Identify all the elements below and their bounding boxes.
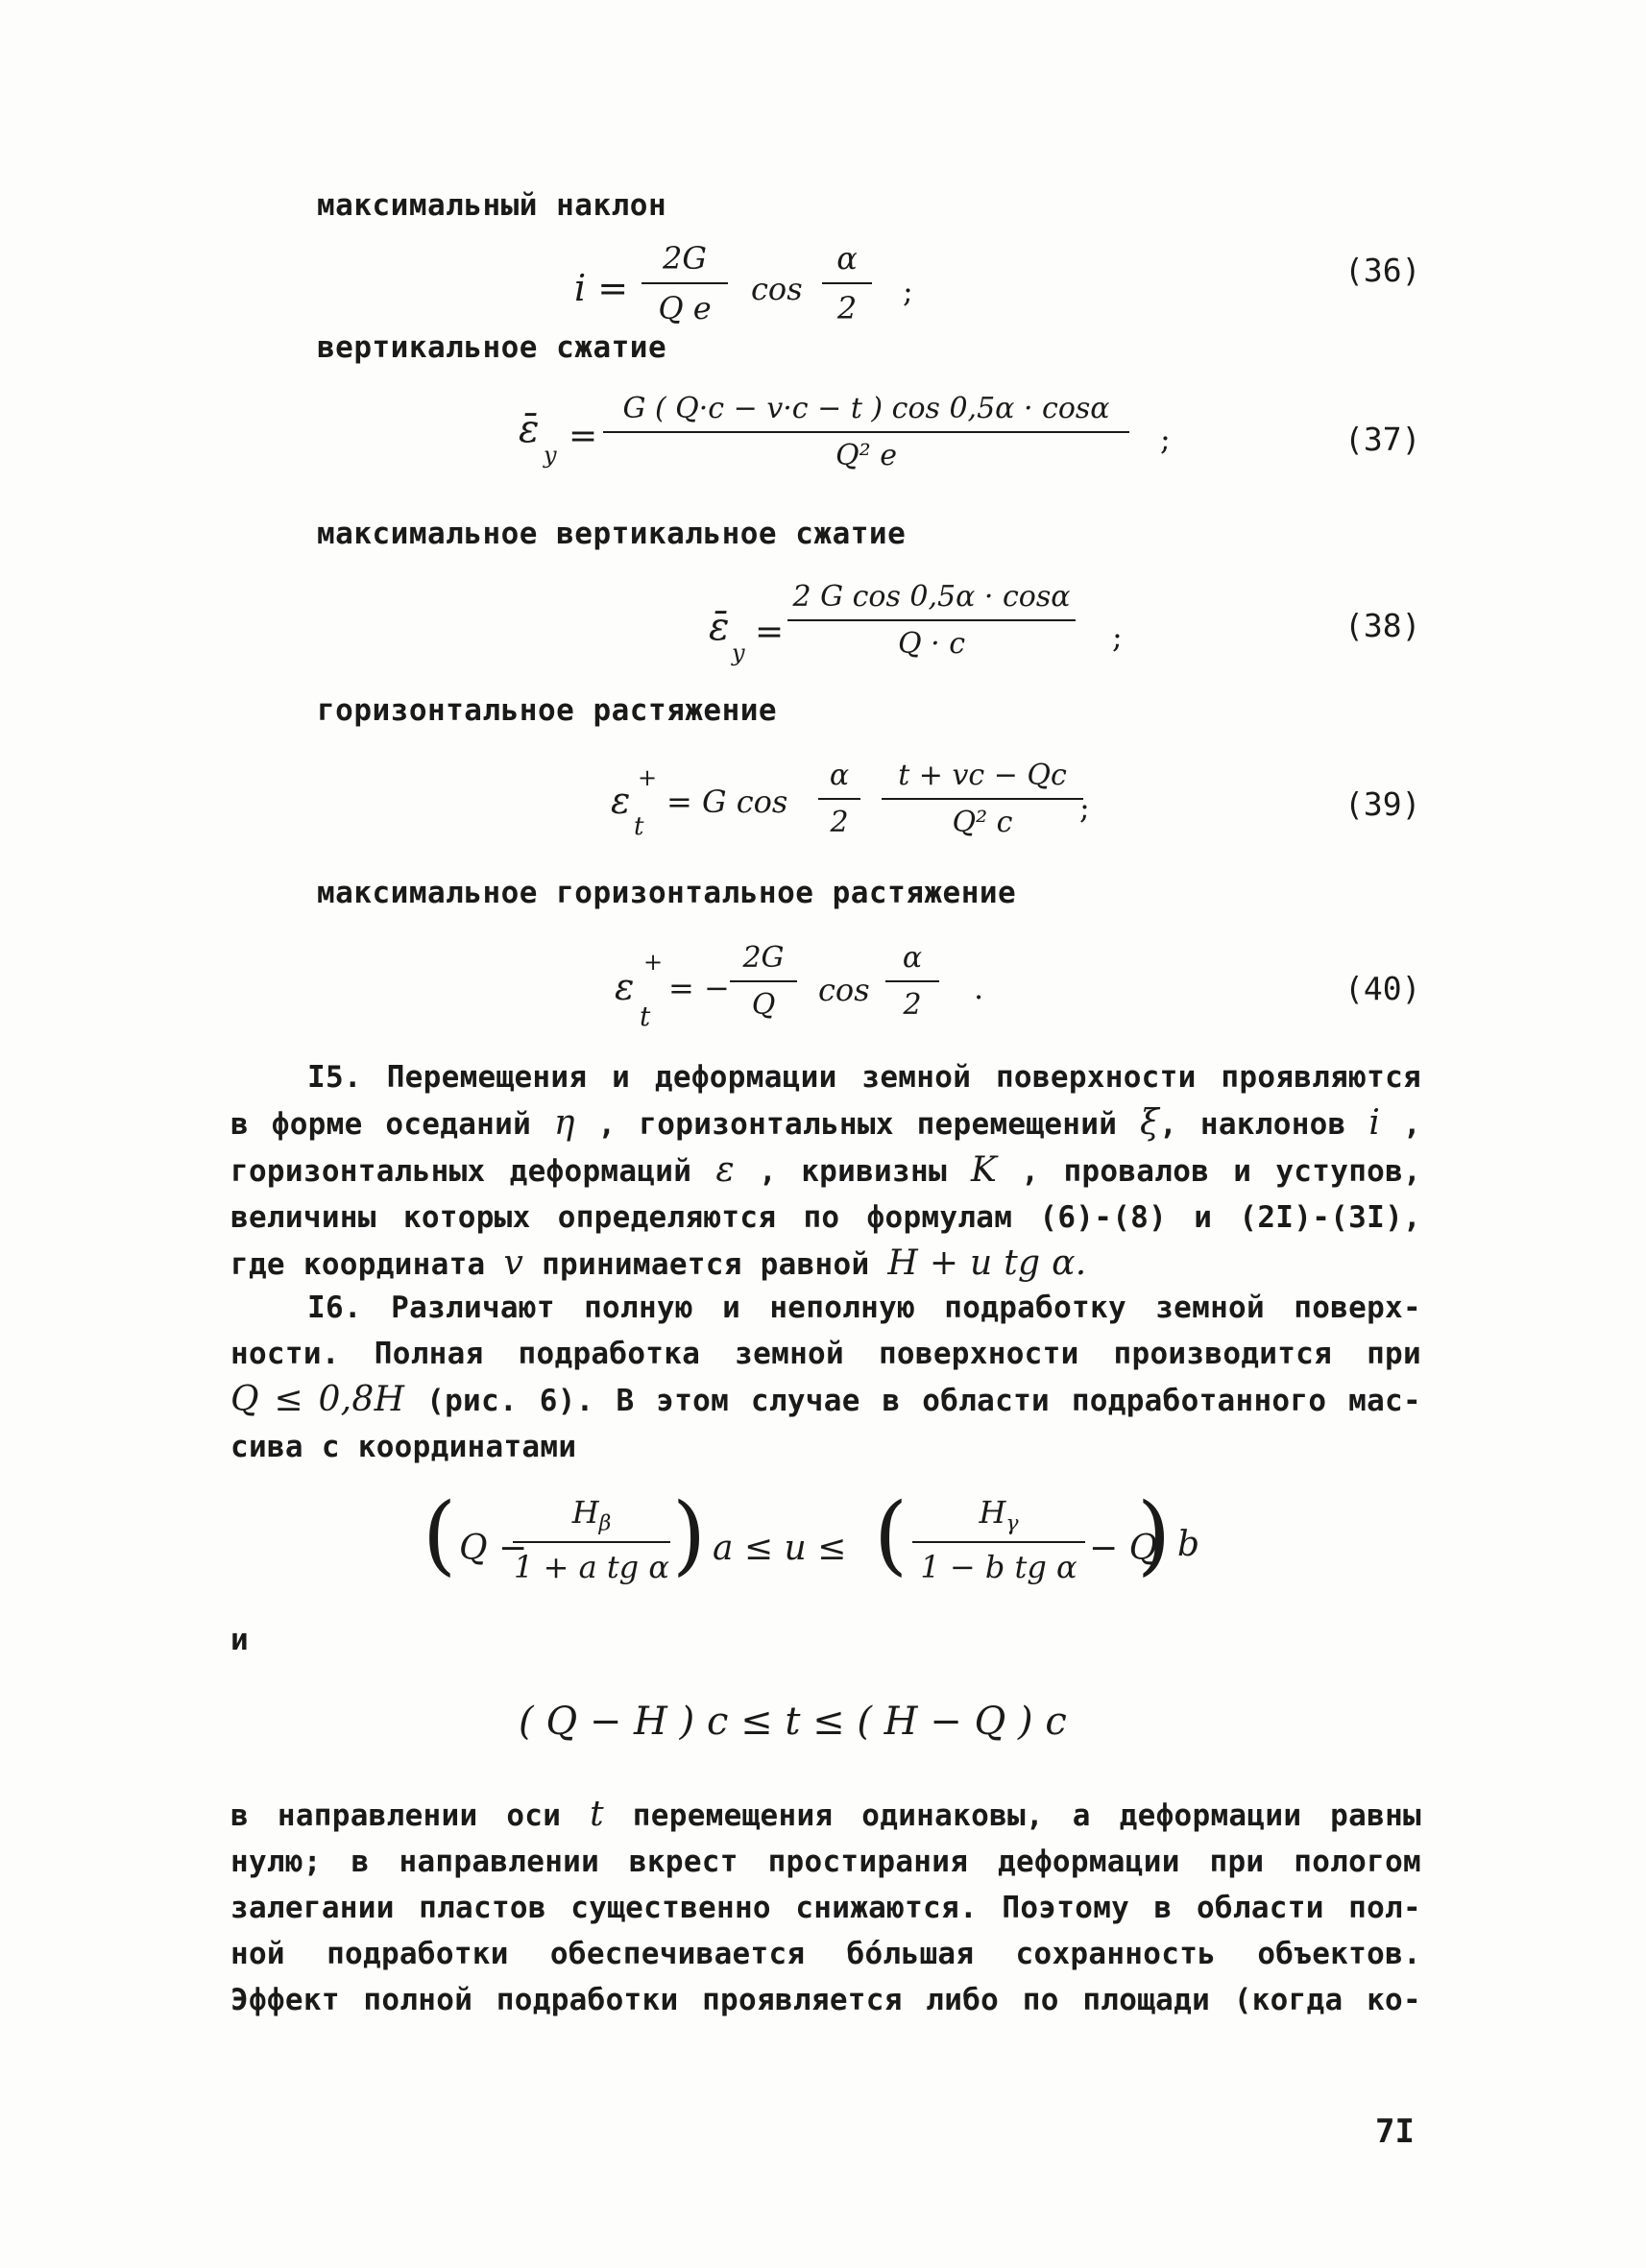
eq38-punct: ;: [1112, 618, 1123, 655]
para-after-line2: нулю; в направлении вкрест простирания деформации при пологом: [230, 1845, 1421, 1879]
paragraph-15: [230, 1054, 1421, 1288]
ineq1-right-factor: b: [1177, 1525, 1200, 1564]
ineq2-text: ( Q − H ) c ≤ t ≤ ( H − Q ) c: [519, 1700, 1067, 1744]
eq39-punct: ;: [1079, 789, 1090, 826]
para-after-line4: ной подработки обеспечивается бóльшая сохранность объектов.: [230, 1937, 1421, 1971]
equation-number-38: (38): [1344, 607, 1421, 644]
eq40-lhs-sub: t: [640, 1001, 651, 1032]
para15-line1: I5. Перемещения и деформации земной поверхности проявляются: [307, 1060, 1421, 1095]
eq37-lhs: ε̄: [519, 407, 540, 451]
eq38-eq: =: [755, 613, 785, 652]
para16-line4: сива с координатами: [230, 1430, 577, 1464]
paragraph-16: [230, 1285, 1421, 1470]
eq39-frac2: t + vc − Qc Q² c: [882, 759, 1083, 839]
page-number: 7I: [1375, 2112, 1415, 2151]
ineq1-left-frac: $H_\beta$ 1 + a tg α: [514, 1494, 669, 1586]
label-horizontal-tension: горизонтальное растяжение: [317, 693, 778, 728]
para-after-line3: залегании пластов существенно снижаются. Поэтому в области пол-: [230, 1891, 1421, 1925]
paragraph-after-inequalities: [230, 1792, 1421, 2023]
para16-line3: Q ≤ 0,8H (рис. 6). В этом случае в области подработанного мас-: [230, 1380, 1421, 1419]
ineq1-right-frac: $H_\gamma$ 1 − b tg α: [912, 1494, 1085, 1585]
equation-number-36: (36): [1344, 252, 1421, 289]
eq37-frac: G ( Q·c − v·c − t ) cos 0,5α · cosα Q² e: [603, 392, 1129, 472]
eq40-rhs-start: = −: [668, 970, 730, 1006]
eq37-lhs-sub: y: [544, 442, 557, 469]
eq37-eq: =: [569, 417, 598, 456]
eq38-lhs: ε̄: [709, 605, 730, 649]
eq36-punct: ;: [903, 273, 913, 309]
eq38-frac: 2 G cos 0,5α · cosα Q · c: [787, 580, 1076, 661]
eq40-frac1: 2G Q: [730, 941, 797, 1022]
para15-line4: величины которых определяются по формулам (6)-(8) и (2I)-(3I),: [230, 1200, 1421, 1235]
eq36-frac2: α 2: [822, 240, 872, 326]
para-after-line5: Эффект полной подработки проявляется либо по площади (когда ко-: [230, 1983, 1421, 2017]
eq36-cos: cos: [751, 271, 803, 307]
eq39-rhs-start: = G cos: [666, 784, 788, 820]
label-max-horizontal-tension: максимальное горизонтальное растяжение: [317, 876, 1017, 910]
eq39-frac1: α 2: [818, 759, 860, 839]
para16-line2: ности. Полная подработка земной поверхности производится при: [230, 1337, 1421, 1371]
ineq1-right-q: − Q: [1089, 1529, 1158, 1568]
equation-number-40: (40): [1344, 970, 1421, 1007]
label-and: и: [230, 1623, 250, 1657]
eq37-punct: ;: [1160, 421, 1171, 457]
eq39-lhs-sup: +: [638, 764, 658, 791]
ineq1-middle: a ≤ u ≤: [713, 1529, 847, 1568]
eq36-frac1: 2G Q e: [641, 240, 728, 326]
eq36-lhs: i =: [574, 267, 629, 309]
eq40-cos: cos: [818, 972, 870, 1008]
eq38-lhs-sub: y: [732, 639, 745, 666]
eq40-lhs: ε: [615, 966, 635, 1008]
label-vertical-compression: вертикальное сжатие: [317, 330, 667, 365]
eq40-lhs-sup: +: [643, 949, 664, 976]
para-after-line1: в направлении оси t перемещения одинаковы, а деформации равны: [230, 1795, 1421, 1834]
para15-line3: горизонтальных деформаций ε , кривизны K , провалов и уступов,: [230, 1150, 1422, 1190]
para15-line5: где координата v принимается равной H + u tg α.: [230, 1243, 1087, 1283]
document-page: максимальный наклон i = 2G Q e cos α 2 ; (36) вертикальное сжатие ε̄ y = G ( Q·c − v·c − t ) cos 0,5α · cosα Q² e ; (37) максимальное вертикальное сжатие ε̄ y = 2 G cos 0,5α · cosα Q · c ; (38) горизонтальное растяжение ε + t = G cos α 2 t + vc − Qc Q² c ; (39) максимальное горизонтальное растяжение ε + t = − 2G Q cos α 2 . (40) I5. Перемещения и деформации земной поверхности проявляются в форме оседаний η , горизонтальных перемещений ξ, наклонов i , горизонтальных деформаций ε , кривизны K , провалов и уступов, величины которых определяются по формулам (6)-(8) и (2I)-(3I), где координата v принимается равной H + u tg α. I6. Различают полную и неполную подработку земной поверх- ности. Полная подработка земной поверхности производится при Q ≤ 0,8H (рис. 6). В этом случае в области подработанного мас- сива с координатами ( Q − $H_\beta$ 1 + a tg α ) a ≤ u ≤ ( $H_\gamma$ 1 − b tg α − Q ) b и ( Q − H ) c ≤ t ≤ ( H − Q ) c в направлении оси t перемещения одинаковы, а деформации равны нулю; в направлении вкрест простирания деформации при пологом залегании пластов существенно снижаются. Поэтому в области пол- ной подработки обеспечивается бóльшая сохранность объектов. Эффект полной подработки проявляется либо по площади (когда ко- 7I: [230, 188, 1422, 2151]
equation-number-39: (39): [1344, 785, 1421, 823]
equation-number-37: (37): [1344, 421, 1421, 458]
eq40-frac2: α 2: [885, 941, 939, 1022]
eq39-lhs-sub: t: [634, 812, 644, 841]
label-max-vertical-compression: максимальное вертикальное сжатие: [317, 517, 907, 551]
ineq1-left-q: Q −: [459, 1529, 528, 1568]
para15-line2: в форме оседаний η , горизонтальных перемещений ξ, наклонов i ,: [230, 1103, 1421, 1143]
para16-line1: I6. Различают полную и неполную подработку земной поверх-: [307, 1291, 1421, 1325]
label-max-tilt: максимальный наклон: [317, 188, 667, 223]
eq39-lhs: ε: [611, 780, 631, 822]
eq40-punct: .: [974, 970, 984, 1006]
